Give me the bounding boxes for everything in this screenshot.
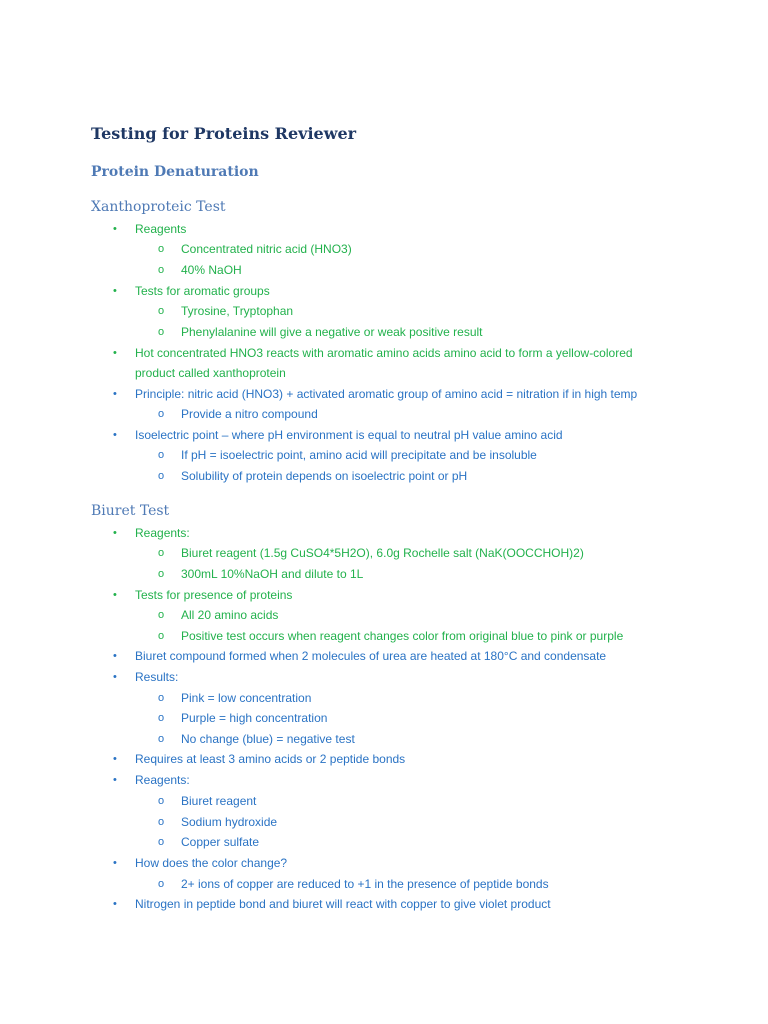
list-item: Pink = low concentration [181, 691, 312, 705]
list-item: All 20 amino acids [181, 608, 279, 622]
list-item: Isoelectric point – where pH environment is equal to neutral pH value amino acid [135, 428, 563, 442]
bullet-marker: • [113, 285, 117, 297]
bullet-marker: • [113, 429, 117, 441]
sub-bullet-marker: o [158, 836, 165, 848]
list-item: 40% NaOH [181, 263, 242, 277]
sub-bullet-marker: o [158, 243, 165, 255]
list-item: Tests for presence of proteins [135, 588, 293, 602]
list-item: Copper sulfate [181, 835, 260, 849]
sub-bullet-marker: o [158, 795, 165, 807]
list-item: If pH = isoelectric point, amino acid will precipitate and be insoluble [181, 448, 537, 462]
bullet-marker: • [113, 898, 117, 910]
list-item: Biuret reagent (1.5g CuSO4*5H2O), 6.0g Rochelle salt (NaK(OOCCHOH)2) [181, 546, 584, 560]
sub-bullet-marker: o [158, 408, 165, 420]
list-item: Purple = high concentration [181, 711, 328, 725]
list-item: Tyrosine, Tryptophan [181, 304, 294, 318]
bullet-marker: • [113, 753, 117, 765]
sub-bullet-marker: o [158, 449, 165, 461]
list-item: Provide a nitro compound [181, 407, 318, 421]
bullet-marker: • [113, 388, 117, 400]
sub-bullet-marker: o [158, 733, 165, 745]
sub-bullet-marker: o [158, 609, 165, 621]
sub-bullet-marker: o [158, 568, 165, 580]
list-item: Tests for aromatic groups [135, 284, 270, 298]
list-item: Principle: nitric acid (HNO3) + activated aromatic group of amino acid = nitration if in high temp [135, 387, 638, 401]
list-item: No change (blue) = negative test [181, 732, 355, 746]
sub-bullet-marker: o [158, 630, 165, 642]
list-item: Reagents: [135, 526, 190, 540]
list-item: How does the color change? [135, 856, 288, 870]
list-item: Concentrated nitric acid (HNO3) [181, 242, 352, 256]
bullet-marker: • [113, 671, 117, 683]
list-item: 2+ ions of copper are reduced to +1 in the presence of peptide bonds [181, 877, 549, 891]
sub-bullet-marker: o [158, 712, 165, 724]
list-item: Solubility of protein depends on isoelectric point or pH [181, 469, 468, 483]
list-item: Biuret compound formed when 2 molecules of urea are heated at 180°C and condensate [135, 649, 607, 663]
list-item: Reagents: [135, 773, 190, 787]
heading-biuret-test: Biuret Test [91, 503, 170, 519]
list-item-continuation: product called xanthoprotein [135, 366, 286, 380]
list-item: Biuret reagent [181, 794, 257, 808]
list-item: Nitrogen in peptide bond and biuret will react with copper to give violet product [135, 897, 551, 911]
page-title: Testing for Proteins Reviewer [91, 124, 357, 143]
sub-bullet-marker: o [158, 547, 165, 559]
list-item: Phenylalanine will give a negative or weak positive result [181, 325, 483, 339]
sub-bullet-marker: o [158, 326, 165, 338]
sub-bullet-marker: o [158, 878, 165, 890]
sub-bullet-marker: o [158, 305, 165, 317]
bullet-marker: • [113, 650, 117, 662]
sub-bullet-marker: o [158, 264, 165, 276]
list-item: Reagents [135, 222, 187, 236]
section-heading-protein-denaturation: Protein Denaturation [91, 164, 259, 180]
bullet-marker: • [113, 589, 117, 601]
list-item: Results: [135, 670, 179, 684]
list-item: 300mL 10%NaOH and dilute to 1L [181, 567, 364, 581]
list-item: Requires at least 3 amino acids or 2 peptide bonds [135, 752, 406, 766]
sub-bullet-marker: o [158, 692, 165, 704]
bullet-marker: • [113, 774, 117, 786]
list-item: Sodium hydroxide [181, 815, 278, 829]
list-item: Hot concentrated HNO3 reacts with aromatic amino acids amino acid to form a yellow-colored [135, 346, 633, 360]
sub-bullet-marker: o [158, 816, 165, 828]
bullet-marker: • [113, 223, 117, 235]
bullet-marker: • [113, 527, 117, 539]
bullet-marker: • [113, 347, 117, 359]
list-item: Positive test occurs when reagent changes color from original blue to pink or purple [181, 629, 624, 643]
heading-xanthoproteic-test: Xanthoproteic Test [91, 199, 226, 215]
sub-bullet-marker: o [158, 470, 165, 482]
bullet-marker: • [113, 857, 117, 869]
